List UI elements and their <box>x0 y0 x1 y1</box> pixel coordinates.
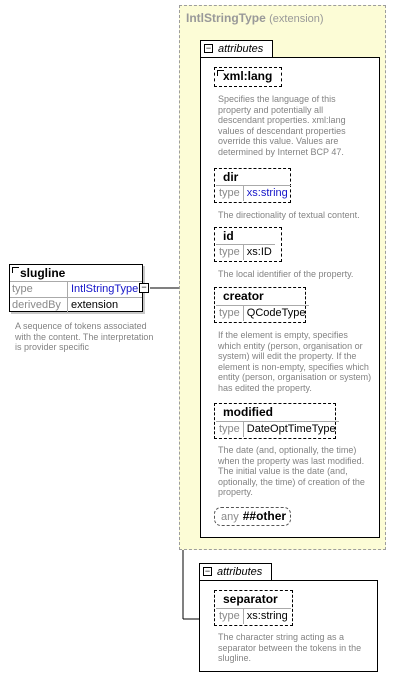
any-key: any <box>221 511 239 523</box>
property-name: separator <box>223 592 278 606</box>
reference-icon <box>217 70 224 76</box>
element-row-key: type <box>10 282 68 297</box>
property-type-value[interactable]: xs:string <box>246 187 288 199</box>
property-doc: The date (and, optionally, the time) when the property was last modified. The initial value is the date (and, optionally, the time) of creation of the property. <box>218 445 365 497</box>
property-separator[interactable] <box>214 590 293 626</box>
element-icon <box>12 267 19 273</box>
element-row-type <box>10 281 142 297</box>
property-dir[interactable] <box>214 168 291 203</box>
own-attributes-tab-label: attributes <box>217 566 263 578</box>
property-type-key: type <box>216 609 244 624</box>
property-type-row <box>216 608 291 624</box>
property-type-value: DateOptTimeType <box>246 423 336 435</box>
element-row-value[interactable]: IntlStringType <box>71 283 139 295</box>
attributes-tab[interactable] <box>200 40 273 57</box>
any-value: ##other <box>242 509 287 523</box>
property-type-key: type <box>216 306 244 321</box>
property-type-row <box>216 421 339 437</box>
property-type-value: xs:string <box>246 610 288 622</box>
collapse-icon[interactable]: − <box>205 43 212 53</box>
property-type-key: type <box>216 245 244 260</box>
property-modified[interactable] <box>214 403 336 439</box>
property-type-key: type <box>216 422 244 437</box>
property-id[interactable] <box>214 227 282 262</box>
property-name: modified <box>223 405 273 419</box>
property-type-value: QCodeType <box>246 307 306 319</box>
collapse-icon[interactable]: − <box>204 566 211 576</box>
collapse-icon[interactable]: − <box>139 283 149 293</box>
own-attributes-tab[interactable] <box>199 563 272 580</box>
element-row-key: derivedBy <box>10 298 68 313</box>
extension-type-label: (extension) <box>269 13 324 25</box>
property-creator[interactable] <box>214 287 306 323</box>
property-doc: Specifies the language of this property and potentially all descendant properties. xml:lang values of descendant properties override this value. Values are determined by Internet BCP 47. <box>218 94 346 157</box>
element-slugline[interactable] <box>9 264 143 312</box>
extension-title <box>186 11 324 25</box>
extension-type-name: IntlStringType <box>186 11 266 25</box>
property-type-row <box>216 305 309 321</box>
property-doc: The character string acting as a separator between the tokens in the slugline. <box>218 632 362 663</box>
property-type-value: xs:ID <box>246 246 272 258</box>
element-doc: A sequence of tokens associated with the content. The interpretation is provider specific <box>15 321 154 352</box>
element-name: slugline <box>20 266 66 280</box>
property-name: dir <box>223 170 239 184</box>
property-type-row <box>216 244 275 260</box>
element-row-derivedby <box>10 297 142 313</box>
property-name: xml:lang <box>223 69 273 83</box>
attributes-tab-label: attributes <box>218 43 264 55</box>
property-type-row <box>216 185 291 201</box>
property-doc: The local identifier of the property. <box>218 269 354 279</box>
property-name: creator <box>223 289 264 303</box>
element-row-value: extension <box>71 299 119 311</box>
property-type-key: type <box>216 186 244 201</box>
property-name: id <box>223 229 234 243</box>
property-xml-lang[interactable] <box>214 67 282 87</box>
any-other-wildcard[interactable] <box>214 507 291 526</box>
property-doc: If the element is empty, specifies which entity (person, organisation or system) will edit the property. If the element is non-empty, specifies which entity (person, organisation or system) has edited the property. <box>218 330 372 393</box>
property-doc: The directionality of textual content. <box>218 210 360 220</box>
